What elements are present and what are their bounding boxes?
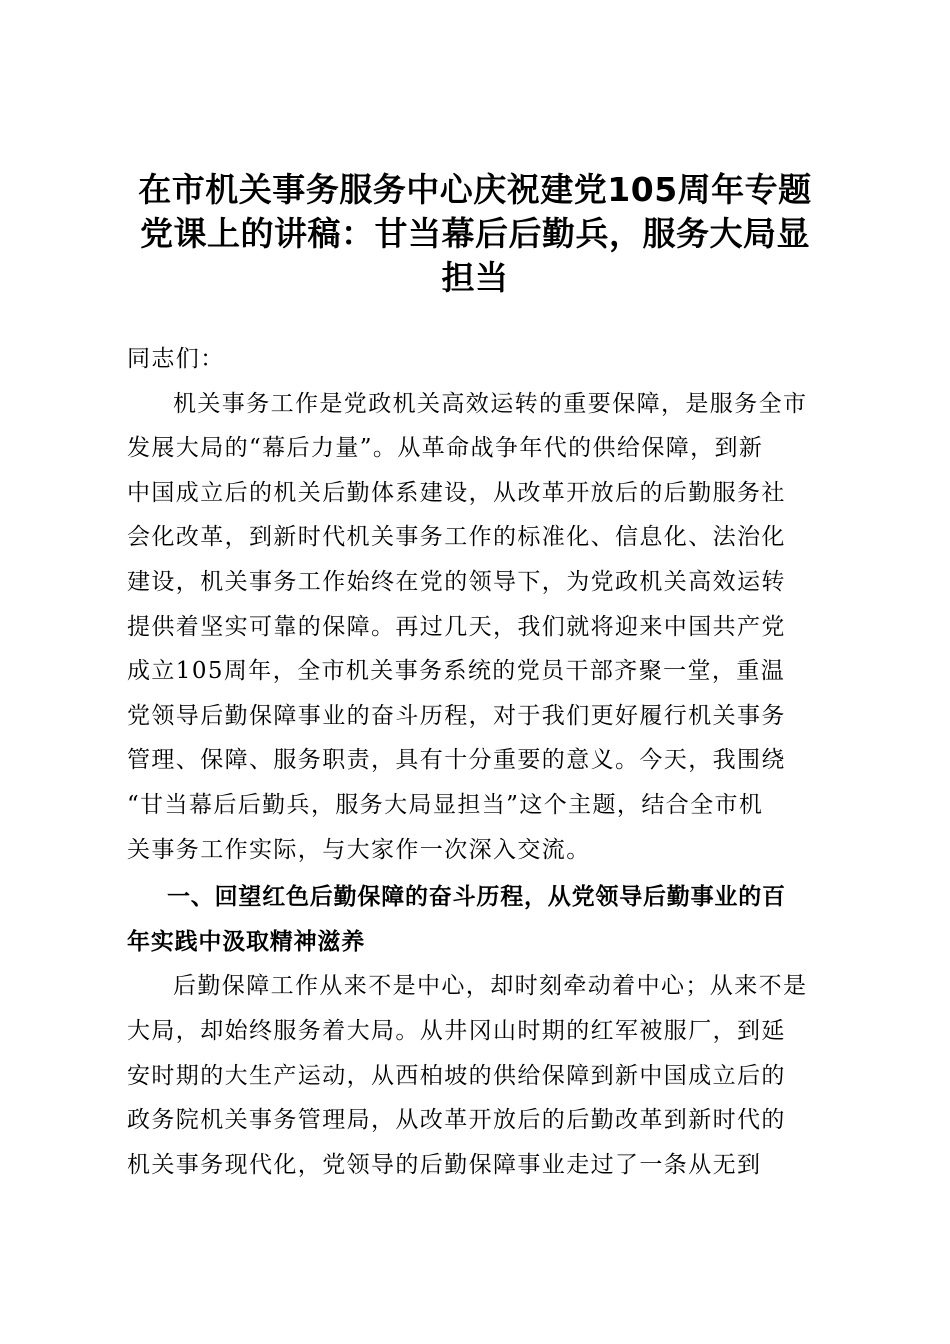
- paragraph-line: 会化改革，到新时代机关事务工作的标准化、信息化、法治化: [127, 524, 786, 551]
- paragraph-line: “甘当幕后后勤兵，服务大局显担当”这个主题，结合全市机: [127, 791, 764, 818]
- section-heading-1: [127, 875, 835, 964]
- salutation: 同志们：: [127, 346, 225, 372]
- document-title: [118, 168, 832, 300]
- paragraph-line: 党领导后勤保障事业的奋斗历程，对于我们更好履行机关事务: [127, 702, 786, 729]
- paragraph-line: 建设，机关事务工作始终在党的领导下，为党政机关高效运转: [127, 568, 786, 595]
- paragraph-line: 后勤保障工作从来不是中心，却时刻牵动着中心；从来不是: [173, 973, 808, 1000]
- paragraph-line: 政务院机关事务管理局，从改革开放后的后勤改革到新时代的: [127, 1107, 786, 1134]
- heading-line: 一、回望红色后勤保障的奋斗历程，从党领导后勤事业的百: [167, 884, 786, 911]
- title-line: 党课上的讲稿：甘当幕后后勤兵，服务大局显: [140, 214, 810, 253]
- paragraph-line: 中国成立后的机关后勤体系建设，从改革开放后的后勤服务社: [127, 479, 786, 506]
- paragraph-line: 成立105周年，全市机关事务系统的党员干部齐聚一堂，重温: [127, 658, 786, 685]
- paragraph-intro: [127, 382, 835, 873]
- title-line: 在市机关事务服务中心庆祝建党105周年专题: [138, 170, 812, 209]
- paragraph-line: 关事务工作实际，与大家作一次深入交流。: [127, 836, 591, 863]
- paragraph-line: 发展大局的“幕后力量”。从革命战争年代的供给保障，到新: [127, 435, 764, 462]
- title-line: 担当: [441, 258, 509, 297]
- paragraph-section-1: [127, 964, 835, 1187]
- heading-line: 年实践中汲取精神滋养: [127, 928, 365, 955]
- paragraph-line: 机关事务现代化，党领导的后勤保障事业走过了一条从无到: [127, 1151, 762, 1178]
- paragraph-line: 机关事务工作是党政机关高效运转的重要保障，是服务全市: [173, 390, 808, 417]
- paragraph-line: 管理、保障、服务职责，具有十分重要的意义。今天，我围绕: [127, 747, 786, 774]
- paragraph-line: 大局，却始终服务着大局。从井冈山时期的红军被服厂，到延: [127, 1017, 786, 1044]
- document-body: [127, 337, 835, 1187]
- paragraph-line: 安时期的大生产运动，从西柏坡的供给保障到新中国成立后的: [127, 1062, 786, 1089]
- paragraph-line: 提供着坚实可靠的保障。再过几天，我们就将迎来中国共产党: [127, 613, 786, 640]
